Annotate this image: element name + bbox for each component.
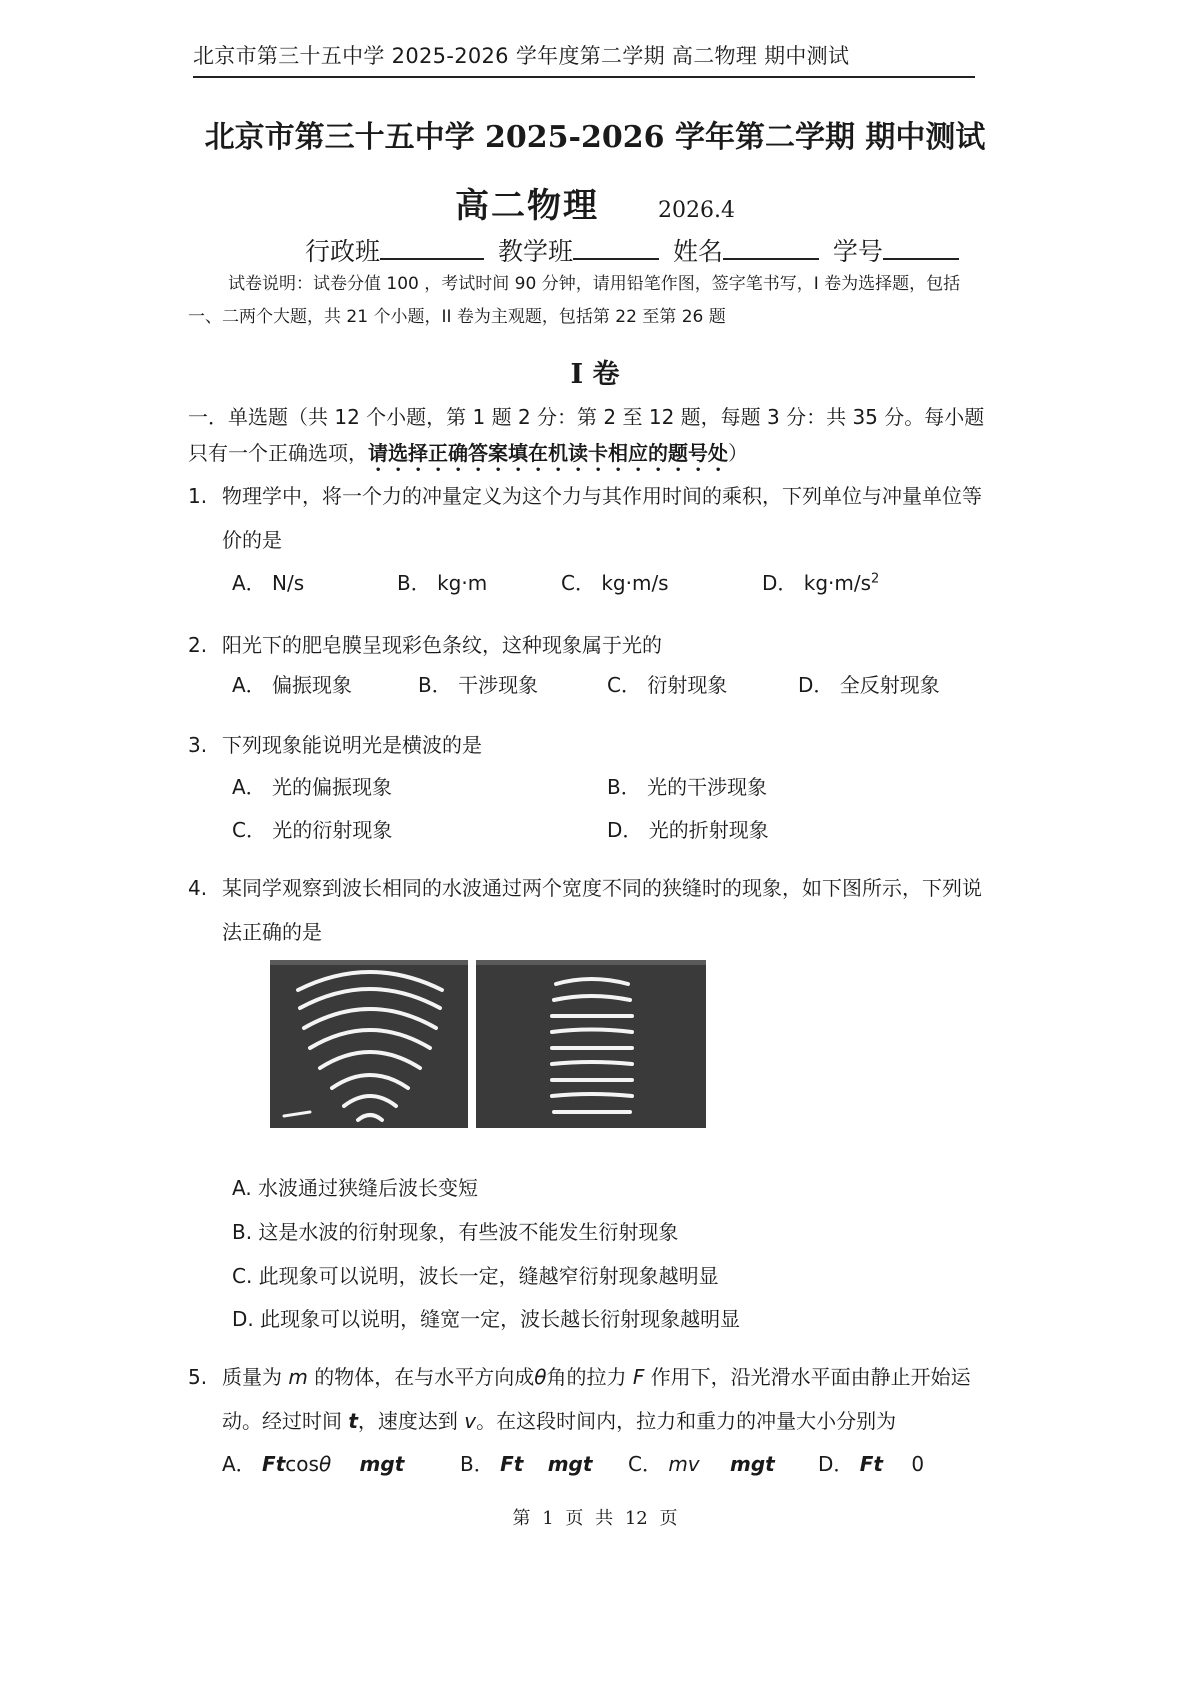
option-label: D． [818,1452,854,1476]
q5-symbol-v: v [464,1409,477,1433]
q5-a-term: Ft [262,1452,286,1476]
q5-stem-part: 质量为 [222,1365,289,1389]
exam-instructions: 试卷说明：试卷分值 100 ，考试时间 90 分钟，请用铅笔作图，签字笔书写，I 卷为选择题，包括一、二两个大题，共 21 个小题，II 卷为主观题，包括第 22 至第 26 题 [188,274,961,327]
subject-row [0,178,1190,227]
q1-option-d-exponent: 2 [871,571,880,587]
q3-option-a[interactable]: A． 光的偏振现象 [232,775,393,799]
student-id-label: 学号 [832,237,883,266]
q4-option-c[interactable]: C. 此现象可以说明，波长一定，缝越窄衍射现象越明显 [232,1264,719,1288]
q5-symbol-t: t [348,1409,358,1433]
option-label: B． [460,1452,494,1476]
q5-a-cos: cos [285,1452,319,1476]
q5-stem-part: 角的拉力 [546,1365,633,1389]
q3-option-d[interactable]: D． 光的折射现象 [607,818,769,842]
q2-option-b[interactable]: B． 干涉现象 [418,673,539,697]
q2-option-a[interactable]: A． 偏振现象 [232,673,353,697]
q3-option-c[interactable]: C． 光的衍射现象 [232,818,393,842]
question-stem: 下列现象能说明光是横波的是 [222,733,482,757]
teaching-class-blank[interactable] [573,234,659,260]
narrow-slit-panel [270,960,468,1128]
q1-option-b[interactable]: B． kg·m [397,571,488,595]
q1-option-c[interactable]: C． kg·m/s [561,571,669,595]
q5-option-b[interactable] [460,1448,592,1477]
wide-slit-panel [476,960,706,1128]
q5-a-theta: θ [318,1452,332,1476]
name-label: 姓名 [672,237,723,266]
q2-option-d[interactable]: D． 全反射现象 [798,673,940,697]
q5-option-a[interactable] [222,1448,404,1477]
name-blank[interactable] [723,234,819,260]
q5-stem-part: 作用下，沿光滑水平面由静止开始运动。经过时间 [222,1365,971,1433]
question-1 [188,474,988,562]
question-stem: 某同学观察到波长相同的水波通过两个宽度不同的狭缝时的现象，如下图所示，下列说法正确的是 [222,876,982,944]
q1-option-d[interactable] [762,567,879,596]
q5-stem-part: ，速度达到 [357,1409,465,1433]
class-label: 行政班 [305,237,381,266]
question-number: 4. [188,876,208,900]
q4-option-a[interactable]: A. 水波通过狭缝后波长变短 [232,1176,479,1200]
water-wave-slit-figure [270,960,706,1128]
section-close: ） [728,441,748,465]
question-number: 2. [188,633,208,657]
section-intro: 一．单选题（共 12 个小题，第 1 题 2 分：第 2 至 12 题，每题 3 分：共 35 分。每小题只有一个正确选项， [188,405,985,465]
q5-option-c[interactable] [628,1448,775,1477]
exam-date: 2026.4 [658,198,736,223]
section-heading [188,399,988,476]
q5-a-term2: mgt [359,1452,405,1476]
q5-option-d[interactable] [818,1448,924,1477]
q4-option-b[interactable]: B. 这是水波的衍射现象，有些波不能发生衍射现象 [232,1220,679,1244]
q1-option-a[interactable]: A． N/s [232,571,305,595]
question-number: 1. [188,484,208,508]
q3-option-b[interactable]: B． 光的干涉现象 [607,775,768,799]
q5-symbol-theta: θ [534,1365,547,1389]
q5-c-term: mv [668,1452,700,1476]
student-id-blank[interactable] [883,234,959,260]
question-4 [188,866,988,954]
part-title: I 卷 [570,359,620,390]
q2-option-c[interactable]: C． 衍射现象 [607,673,728,697]
q5-b-term2: mgt [547,1452,593,1476]
question-stem: 物理学中，将一个力的冲量定义为这个力与其作用时间的乘积，下列单位与冲量单位等价的是 [222,484,982,552]
q4-option-d[interactable]: D. 此现象可以说明，缝宽一定，波长越长衍射现象越明显 [232,1307,741,1331]
question-number: 3. [188,733,208,757]
question-2 [188,623,988,667]
q5-b-term: Ft [500,1452,524,1476]
q5-d-term: Ft [859,1452,883,1476]
q5-stem-part: 。在这段时间内，拉力和重力的冲量大小分别为 [476,1409,897,1433]
section-emphasis: 请选择正确答案填在机读卡相应的题号处 [368,441,728,465]
q5-d-term2: 0 [911,1452,925,1476]
question-5 [188,1355,988,1443]
q5-symbol-f: F [632,1365,645,1389]
subject-title: 高二物理 [454,186,599,226]
option-label: A． [222,1452,256,1476]
q5-symbol-m: m [288,1365,308,1389]
q5-stem-part: 的物体，在与水平方向成 [307,1365,535,1389]
q1-option-d-text: D． kg·m/s [762,571,872,595]
teaching-class-label: 教学班 [497,237,573,266]
question-stem: 阳光下的肥皂膜呈现彩色条纹，这种现象属于光的 [222,633,662,657]
page-footer: 第 1 页 共 12 页 [512,1508,678,1529]
exam-title: 北京市第三十五中学 2025-2026 学年第二学期 期中测试 [204,120,986,155]
running-header: 北京市第三十五中学 2025-2026 学年度第二学期 高二物理 期中测试 [193,40,975,78]
class-blank[interactable] [380,234,484,260]
option-label: C． [628,1452,662,1476]
q5-c-term2: mgt [730,1452,775,1476]
student-info-row [305,232,965,268]
question-3 [188,723,988,767]
question-number: 5. [188,1365,208,1389]
